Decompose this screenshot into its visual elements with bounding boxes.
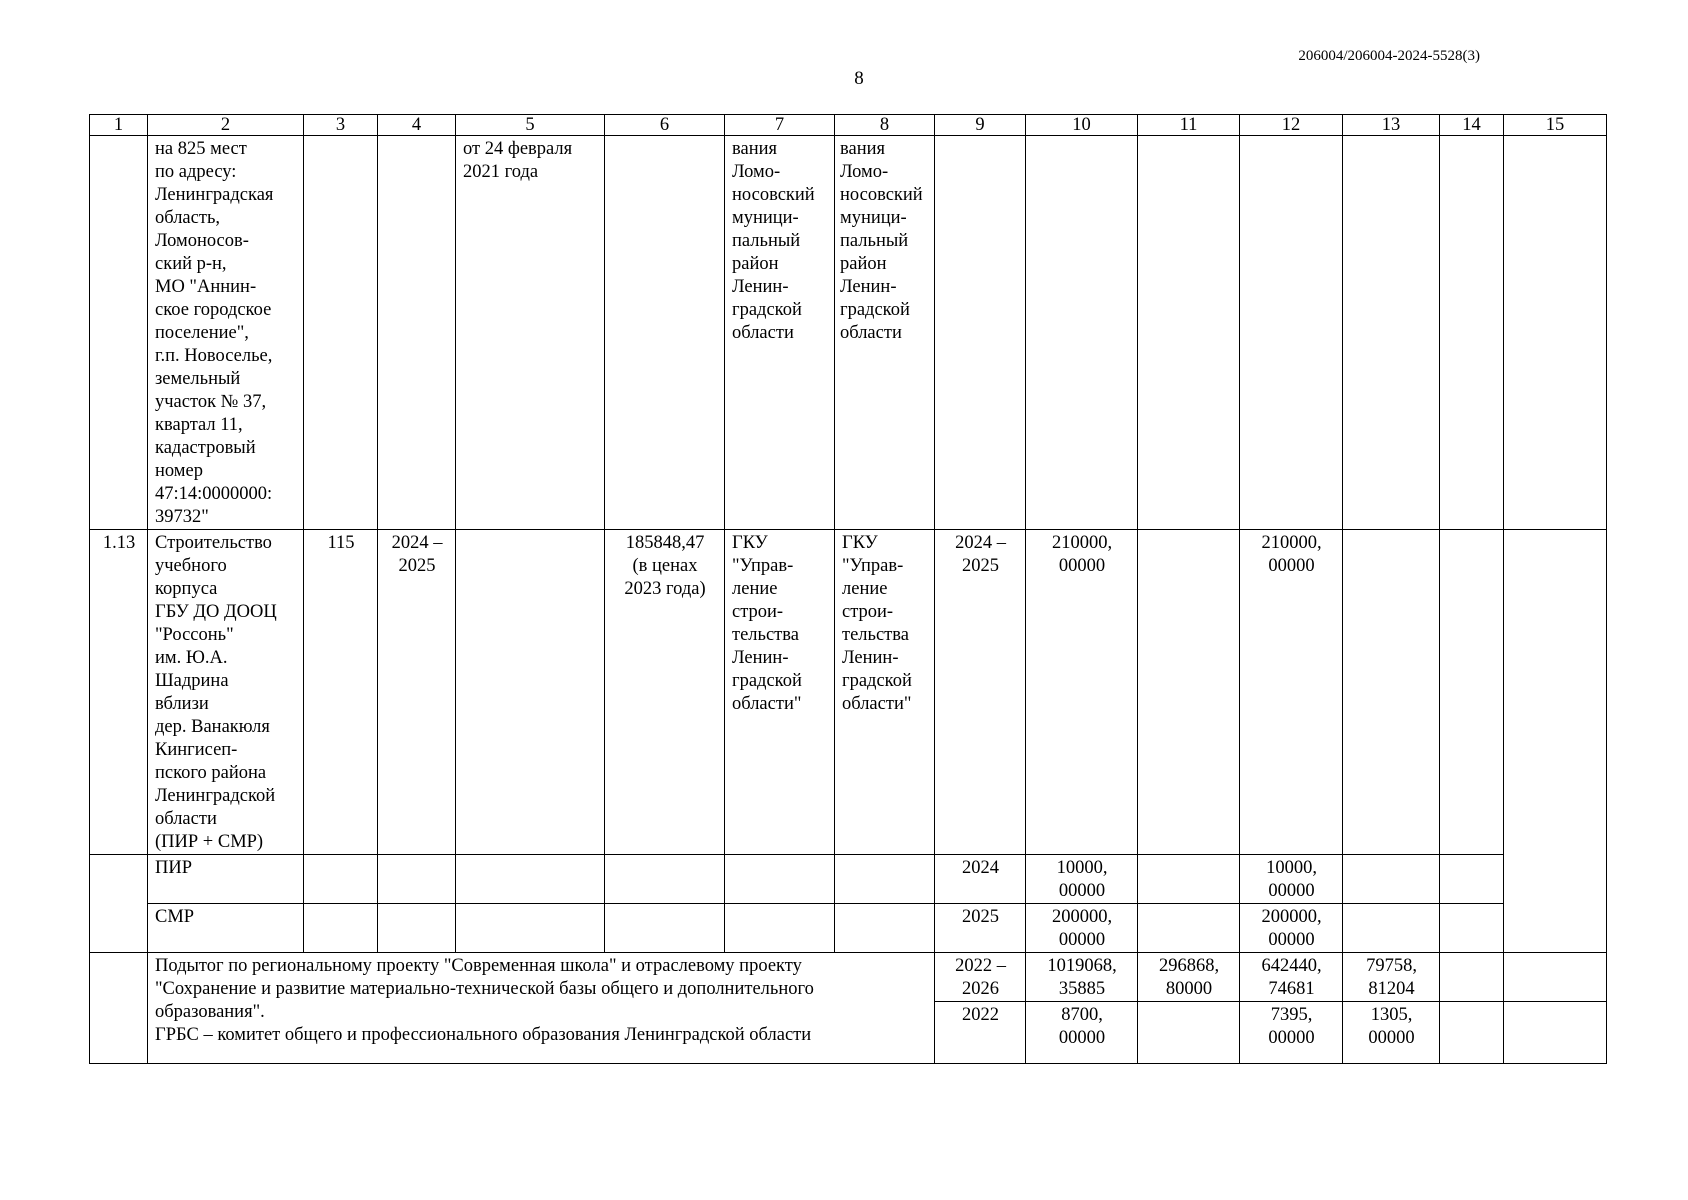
subtotal-row-1 (90, 953, 1607, 1002)
document-number: 206004/206004-2024-5528(3) (1298, 48, 1480, 64)
cell (378, 136, 456, 530)
cell (1440, 953, 1504, 1002)
col-num-9: 9 (935, 115, 1026, 136)
customer-cell: ГКУ "Управ- ление строи- тельства Ленин- градской области" (725, 530, 835, 855)
cell (1343, 855, 1440, 904)
cell (456, 904, 605, 953)
cell (378, 904, 456, 953)
col-num-8: 8 (835, 115, 935, 136)
total-cell: 8700, 00000 (1026, 1002, 1138, 1064)
cell (456, 855, 605, 904)
local-budget-cell: 1305, 00000 (1343, 1002, 1440, 1064)
cell (304, 904, 378, 953)
cell (605, 855, 725, 904)
cell (1138, 855, 1240, 904)
cell (1440, 855, 1504, 904)
cell (1440, 904, 1504, 953)
cell (1240, 136, 1343, 530)
cell (1504, 953, 1607, 1002)
col-num-12: 12 (1240, 115, 1343, 136)
customer-cell: вания Ломо- носовский муници- пальный район Ленин- градской области (725, 136, 835, 530)
col-num-5: 5 (456, 115, 605, 136)
table-row-smr (90, 904, 1607, 953)
cell (1440, 136, 1504, 530)
col-num-11: 11 (1138, 115, 1240, 136)
col-num-3: 3 (304, 115, 378, 136)
page-number: 8 (854, 68, 864, 89)
cell (90, 953, 148, 1064)
regional-budget-cell: 210000, 00000 (1240, 530, 1343, 855)
stage-label-cell: ПИР (148, 855, 304, 904)
regional-budget-cell: 200000, 00000 (1240, 904, 1343, 953)
years-cell: 2022 – 2026 (935, 953, 1026, 1002)
table-row-pir (90, 855, 1607, 904)
cell (90, 855, 148, 904)
cell (90, 136, 148, 530)
regional-budget-cell: 10000, 00000 (1240, 855, 1343, 904)
total-cell: 1019068, 35885 (1026, 953, 1138, 1002)
cell (1026, 136, 1138, 530)
table-row-continued (90, 136, 1607, 530)
years-cell: 2024 – 2025 (935, 530, 1026, 855)
cell (1138, 1002, 1240, 1064)
developer-cell: вания Ломо- носовский муници- пальный район Ленин- градской области (835, 136, 935, 530)
col-num-10: 10 (1026, 115, 1138, 136)
cell (304, 855, 378, 904)
budget-table (89, 114, 1607, 1064)
object-name-cell: Строительство учебного корпуса ГБУ ДО ДООЦ "Россонь" им. Ю.А. Шадрина вблизи дер. Ванакюля Кингисеп- пского района Ленинградской области (ПИР + СМР) (148, 530, 304, 855)
cell (1138, 904, 1240, 953)
regional-budget-cell: 642440, 74681 (1240, 953, 1343, 1002)
regional-budget-cell: 7395, 00000 (1240, 1002, 1343, 1064)
cell (1504, 136, 1607, 530)
cell (1343, 530, 1440, 855)
capacity-cell: 115 (304, 530, 378, 855)
federal-budget-cell: 296868, 80000 (1138, 953, 1240, 1002)
stage-label-cell: СМР (148, 904, 304, 953)
object-name-cell: на 825 мест по адресу: Ленинградская область, Ломоносов- ский р-н, МО "Аннин- ское городское поселение", г.п. Новоселье, земельный участок № 37, квартал 11, кадастровый номер 47:14:0000000: 39732" (148, 136, 304, 530)
cell (835, 904, 935, 953)
developer-cell: ГКУ "Управ- ление строи- тельства Ленин- градской области" (835, 530, 935, 855)
col-num-13: 13 (1343, 115, 1440, 136)
column-number-row (90, 115, 1607, 136)
col-num-4: 4 (378, 115, 456, 136)
local-budget-cell: 79758, 81204 (1343, 953, 1440, 1002)
col-num-7: 7 (725, 115, 835, 136)
cell (1504, 530, 1607, 953)
years-cell: 2024 (935, 855, 1026, 904)
total-cell: 210000, 00000 (1026, 530, 1138, 855)
cell (605, 904, 725, 953)
cell (1440, 530, 1504, 855)
total-cell: 200000, 00000 (1026, 904, 1138, 953)
cell (90, 904, 148, 953)
cell (935, 136, 1026, 530)
col-num-2: 2 (148, 115, 304, 136)
col-num-6: 6 (605, 115, 725, 136)
row-number-cell: 1.13 (90, 530, 148, 855)
years-cell: 2025 (935, 904, 1026, 953)
cell (1440, 1002, 1504, 1064)
col-num-1: 1 (90, 115, 148, 136)
cell (304, 136, 378, 530)
estimated-cost-cell: 185848,47 (в ценах 2023 года) (605, 530, 725, 855)
cell (1343, 136, 1440, 530)
cell (456, 530, 605, 855)
cell (1138, 136, 1240, 530)
cell (725, 855, 835, 904)
col-num-15: 15 (1504, 115, 1607, 136)
cell (725, 904, 835, 953)
col-num-14: 14 (1440, 115, 1504, 136)
period-cell: 2024 – 2025 (378, 530, 456, 855)
cell (1138, 530, 1240, 855)
subtotal-label: Подытог по региональному проекту "Современная школа" и отраслевому проекту "Сохранение и развитие материально-технической базы общего и дополнительного образования". ГРБС – комитет общего и профессионального образования Ленинградской области (148, 953, 935, 1064)
years-cell: 2022 (935, 1002, 1026, 1064)
decision-date-cell: от 24 февраля 2021 года (456, 136, 605, 530)
cell (378, 855, 456, 904)
total-cell: 10000, 00000 (1026, 855, 1138, 904)
cell (1343, 904, 1440, 953)
cell (835, 855, 935, 904)
cell (605, 136, 725, 530)
cell (1504, 1002, 1607, 1064)
table-row-1-13 (90, 530, 1607, 855)
